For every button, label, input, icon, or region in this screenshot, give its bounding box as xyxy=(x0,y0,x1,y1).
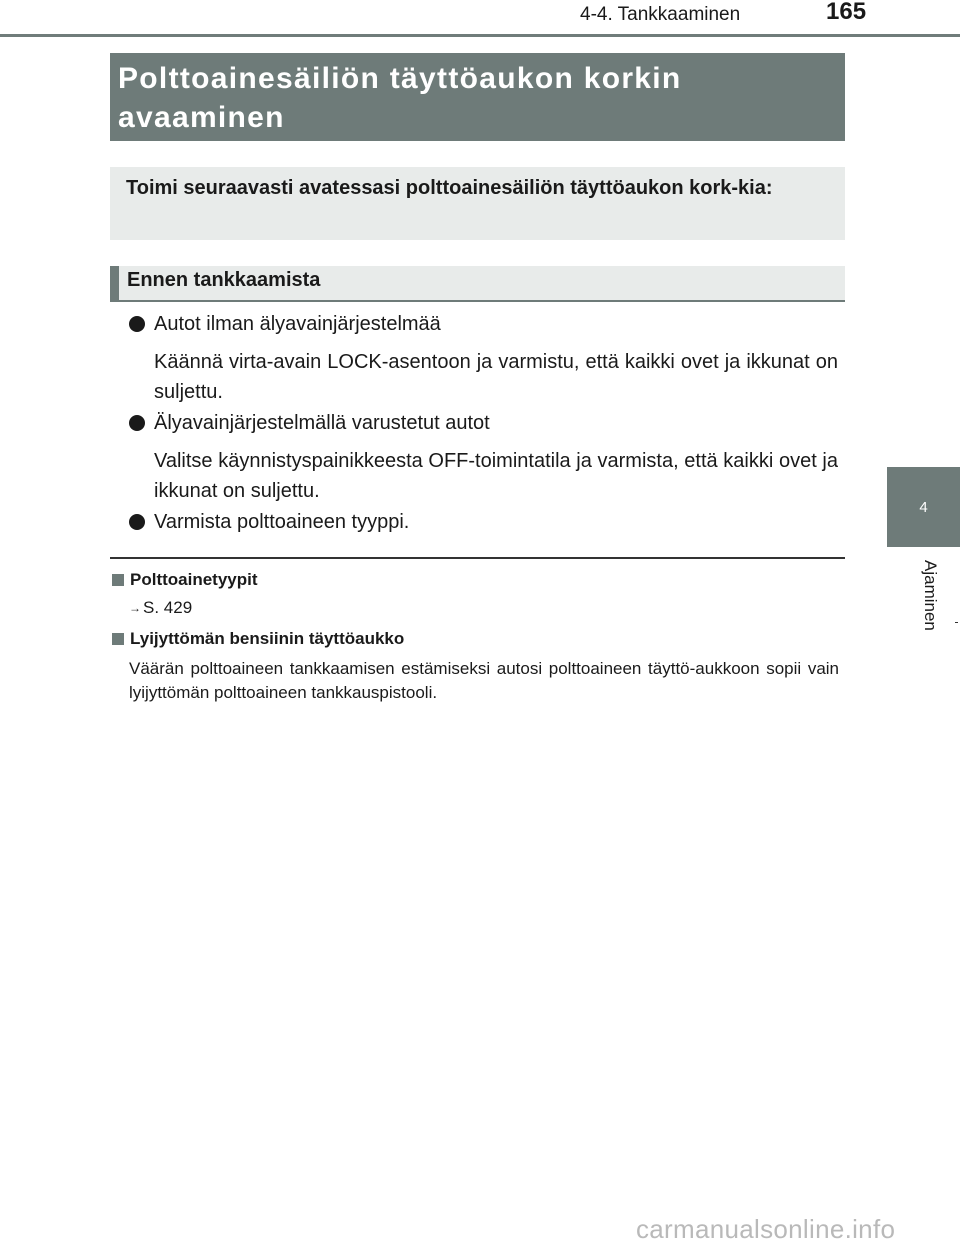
chapter-tab[interactable] xyxy=(887,467,960,547)
note-heading xyxy=(112,570,258,590)
bullet-icon xyxy=(129,415,145,431)
subsection-title: Ennen tankkaamista xyxy=(127,269,321,291)
note-text: Väärän polttoaineen tankkaamisen estämiseksi autosi polttoaineen täyttö-aukkoon sopii vain lyijyttömän polttoaineen tankkauspistooli. xyxy=(129,659,839,702)
list-item xyxy=(129,409,490,437)
list-item-label: Varmista polttoaineen tyyppi. xyxy=(154,511,410,533)
note-heading xyxy=(112,629,404,649)
square-bullet-icon xyxy=(112,574,124,586)
intro-box: Toimi seuraavasti avatessasi polttoainesäiliön täyttöaukon kork-kia: xyxy=(110,167,845,240)
note-title: Polttoainetyypit xyxy=(130,570,258,589)
chapter-number: 4 xyxy=(919,498,928,516)
list-item xyxy=(129,508,409,536)
page-reference: S. 429 xyxy=(143,598,193,617)
chapter-label: Ajaminen xyxy=(921,560,940,631)
header-divider xyxy=(0,34,960,37)
page-title: Polttoainesäiliön täyttöaukon korkin avaaminen xyxy=(118,62,682,134)
bullet-icon xyxy=(129,316,145,332)
list-item-text: Valitse käynnistyspainikkeesta OFF-toimintatila ja varmista, että kaikki ovet ja ikkunat on suljettu. xyxy=(154,450,838,502)
heading-accent-bar xyxy=(110,266,119,300)
page-reference-link[interactable] xyxy=(129,598,192,618)
section-divider xyxy=(110,557,845,559)
bullet-icon xyxy=(129,514,145,530)
section-breadcrumb: 4-4. Tankkaaminen xyxy=(580,4,741,25)
list-item-label: Älyavainjärjestelmällä varustetut autot xyxy=(154,412,490,434)
square-bullet-icon xyxy=(112,633,124,645)
margin-tick xyxy=(955,622,958,623)
list-item-label: Autot ilman älyavainjärjestelmää xyxy=(154,313,441,335)
title-banner xyxy=(110,53,845,141)
page-number: 165 xyxy=(826,0,867,25)
list-item xyxy=(129,310,441,338)
watermark: carmanualsonline.info xyxy=(636,1214,896,1244)
arrow-right-icon: → xyxy=(129,601,141,615)
chapter-label-container xyxy=(920,560,940,650)
list-item-text: Käännä virta-avain LOCK-asentoon ja varmistu, että kaikki ovet ja ikkunat on suljettu. xyxy=(154,351,838,403)
subsection-heading xyxy=(110,266,845,302)
note-title: Lyijyttömän bensiinin täyttöaukko xyxy=(130,629,405,648)
